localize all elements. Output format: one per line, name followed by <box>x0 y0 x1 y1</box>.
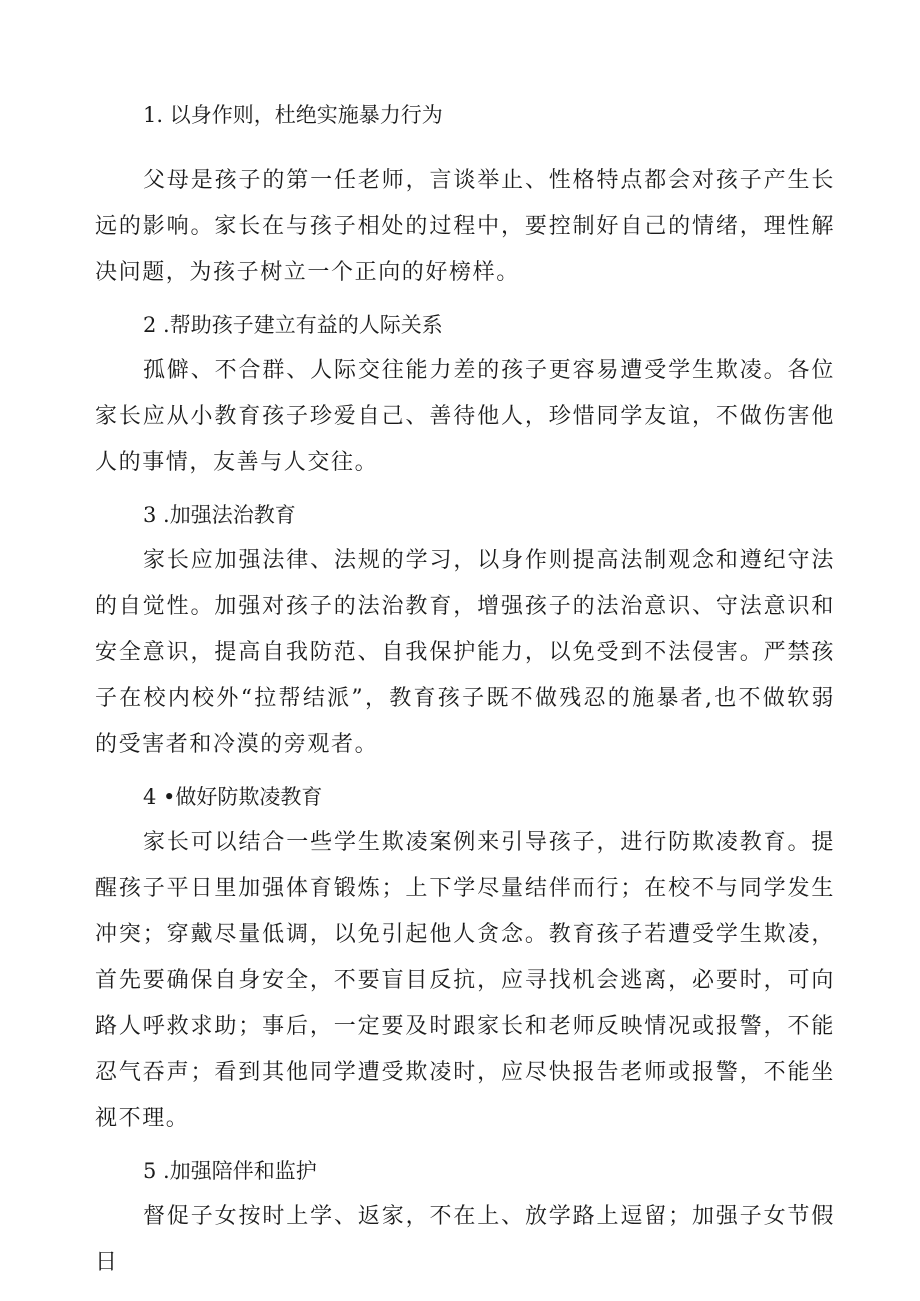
section-5-body: 督促子女按时上学、返家，不在上、放学路上逗留；加强子女节假日 <box>95 1204 835 1275</box>
section-3-heading: 3 .加强法治教育 <box>143 503 296 527</box>
section-2-heading: 2 .帮助孩子建立有益的人际关系 <box>143 313 443 337</box>
section-4-body: 家长可以结合一些学生欺凌案例来引导孩子，进行防欺凌教育。提醒孩子平日里加强体育锻炼；上下学尽量结伴而行；在校不与同学发生冲突；穿戴尽量低调，以免引起他人贪念。教育孩子若遭受学生欺凌，首先要确保自身安全，不要盲目反抗，应寻找机会逃离，必要时，可向路人呼救求助；事后，一定要及时跟家长和老师反映情况或报警，不能忍气吞声；看到其他同学遭受欺凌时，应尽快报告老师或报警，不能坐视不理。 <box>95 830 835 1131</box>
section-5-heading: 5 .加强陪伴和监护 <box>143 1159 317 1183</box>
document-page <box>95 92 835 1286</box>
section-1-body: 父母是孩子的第一任老师，言谈举止、性格特点都会对孩子产生长远的影响。家长在与孩子相处的过程中，要控制好自己的情绪，理性解决问题，为孩子树立一个正向的好榜样。 <box>95 168 835 285</box>
section-3-body: 家长应加强法律、法规的学习，以身作则提高法制观念和遵纪守法的自觉性。加强对孩子的法治教育，增强孩子的法治意识、守法意识和安全意识，提高自我防范、自我保护能力，以免受到不法侵害。严禁孩子在校内校外“拉帮结派”，教育孩子既不做残忍的施暴者,也不做软弱的受害者和冷漠的旁观者。 <box>95 548 835 757</box>
section-4-heading: 4 •做好防欺凌教育 <box>143 785 323 809</box>
section-1-heading: 1. 以身作则，杜绝实施暴力行为 <box>143 103 443 127</box>
section-2-body: 孤僻、不合群、人际交往能力差的孩子更容易遭受学生欺凌。各位家长应从小教育孩子珍爱自己、善待他人，珍惜同学友谊，不做伤害他人的事情，友善与人交往。 <box>95 358 835 475</box>
